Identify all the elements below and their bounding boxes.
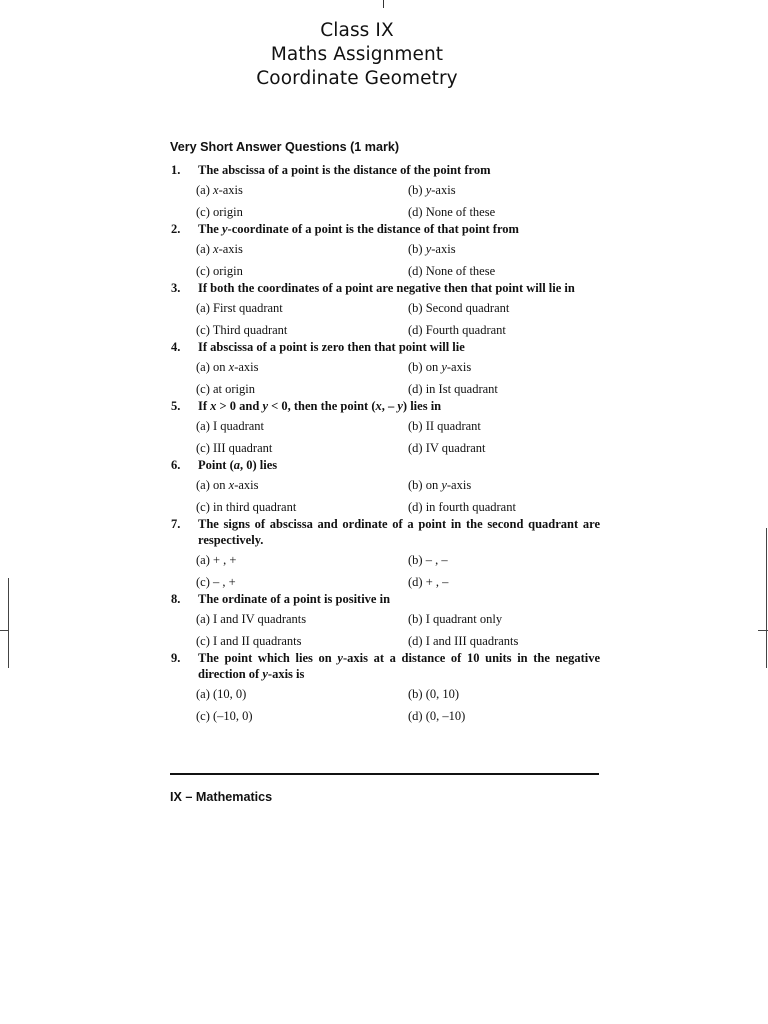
- footer-rule: [170, 773, 599, 775]
- option-a: (a) x-axis: [196, 183, 243, 197]
- option-b: (b) I quadrant only: [408, 612, 503, 626]
- option-d: (d) None of these: [408, 204, 496, 219]
- question-number: 1.: [171, 163, 181, 177]
- option-b: (b) – , –: [408, 553, 448, 567]
- option-a: (a) (10, 0): [196, 687, 247, 701]
- option-d: (d) in Ist quadrant: [408, 381, 498, 396]
- crop-mark-top: [383, 0, 384, 8]
- option-c: (c) at origin: [196, 381, 256, 396]
- option-row: [0, 607, 768, 629]
- question-number: 2.: [171, 222, 181, 236]
- page-footer: IX – Mathematics: [170, 790, 273, 804]
- question-text: If abscissa of a point is zero then that point will lie: [198, 340, 465, 354]
- option-c: (c) in third quadrant: [196, 499, 297, 514]
- option-a: (a) First quadrant: [196, 301, 283, 315]
- question-number: 5.: [171, 399, 181, 413]
- question-text: If x > 0 and y < 0, then the point (x, – y) lies in: [198, 399, 442, 413]
- option-row: [0, 473, 768, 495]
- question-text: The abscissa of a point is the distance of the point from: [198, 163, 491, 177]
- option-d: (d) in fourth quadrant: [408, 499, 516, 514]
- page-title: [0, 19, 714, 91]
- question-6: [0, 457, 768, 516]
- option-row: [0, 629, 768, 651]
- question-number: 4.: [171, 340, 181, 354]
- option-a: (a) I and IV quadrants: [196, 612, 307, 626]
- option-d: (d) Fourth quadrant: [408, 322, 506, 337]
- option-row: [0, 237, 768, 259]
- option-row: [0, 548, 768, 570]
- question-2: [0, 221, 768, 280]
- option-b: (b) II quadrant: [408, 419, 481, 433]
- option-c: (c) I and II quadrants: [196, 633, 302, 648]
- option-a: (a) on x-axis: [196, 360, 259, 374]
- option-row: [0, 259, 768, 281]
- option-row: [0, 570, 768, 592]
- question-text: Point (a, 0) lies: [198, 458, 278, 472]
- question-number: 6.: [171, 458, 181, 472]
- question-7: [0, 516, 768, 591]
- option-b: (b) y-axis: [408, 242, 456, 256]
- question-text: The y-coordinate of a point is the distance of that point from: [198, 222, 519, 236]
- question-9: [0, 650, 768, 725]
- option-b: (b) on y-axis: [408, 478, 472, 492]
- question-text: The signs of abscissa and ordinate of a point in the second quadrant are respectively.: [198, 517, 600, 547]
- question-number: 8.: [171, 592, 181, 606]
- question-8: [0, 591, 768, 650]
- option-row: [0, 495, 768, 517]
- option-row: [0, 704, 768, 726]
- option-c: (c) – , +: [196, 574, 236, 589]
- question-1: [0, 162, 768, 221]
- option-c: (c) origin: [196, 204, 243, 219]
- question-text: The ordinate of a point is positive in: [198, 592, 391, 606]
- question-4: [0, 339, 768, 398]
- question-list: [0, 162, 768, 725]
- question-number: 9.: [171, 651, 181, 665]
- section-heading: Very Short Answer Questions (1 mark): [170, 140, 400, 154]
- question-5: [0, 398, 768, 457]
- option-c: (c) III quadrant: [196, 440, 273, 455]
- option-row: [0, 414, 768, 436]
- option-a: (a) + , +: [196, 553, 237, 567]
- option-row: [0, 355, 768, 377]
- option-b: (b) (0, 10): [408, 687, 460, 701]
- option-d: (d) (0, –10): [408, 708, 466, 723]
- option-c: (c) origin: [196, 263, 243, 278]
- option-a: (a) I quadrant: [196, 419, 265, 433]
- option-row: [0, 682, 768, 704]
- question-number: 7.: [171, 517, 181, 531]
- option-d: (d) IV quadrant: [408, 440, 486, 455]
- option-b: (b) Second quadrant: [408, 301, 510, 315]
- title-topic: Coordinate Geometry: [256, 68, 458, 89]
- question-text: The point which lies on y-axis at a distance of 10 units in the negative direction of y-axis is: [198, 651, 601, 681]
- option-b: (b) y-axis: [408, 183, 456, 197]
- option-c: (c) (–10, 0): [196, 708, 253, 723]
- option-row: [0, 377, 768, 399]
- option-row: [0, 296, 768, 318]
- option-d: (d) I and III quadrants: [408, 633, 519, 648]
- option-row: [0, 318, 768, 340]
- option-a: (a) on x-axis: [196, 478, 259, 492]
- question-3: [0, 280, 768, 339]
- option-row: [0, 178, 768, 200]
- option-d: (d) None of these: [408, 263, 496, 278]
- option-d: (d) + , –: [408, 574, 449, 589]
- option-a: (a) x-axis: [196, 242, 243, 256]
- option-b: (b) on y-axis: [408, 360, 472, 374]
- title-class: Class IX: [320, 20, 394, 41]
- question-number: 3.: [171, 281, 181, 295]
- option-row: [0, 200, 768, 222]
- question-text: If both the coordinates of a point are negative then that point will lie in: [198, 281, 575, 295]
- option-row: [0, 436, 768, 458]
- title-assignment: Maths Assignment: [270, 44, 444, 65]
- option-c: (c) Third quadrant: [196, 322, 288, 337]
